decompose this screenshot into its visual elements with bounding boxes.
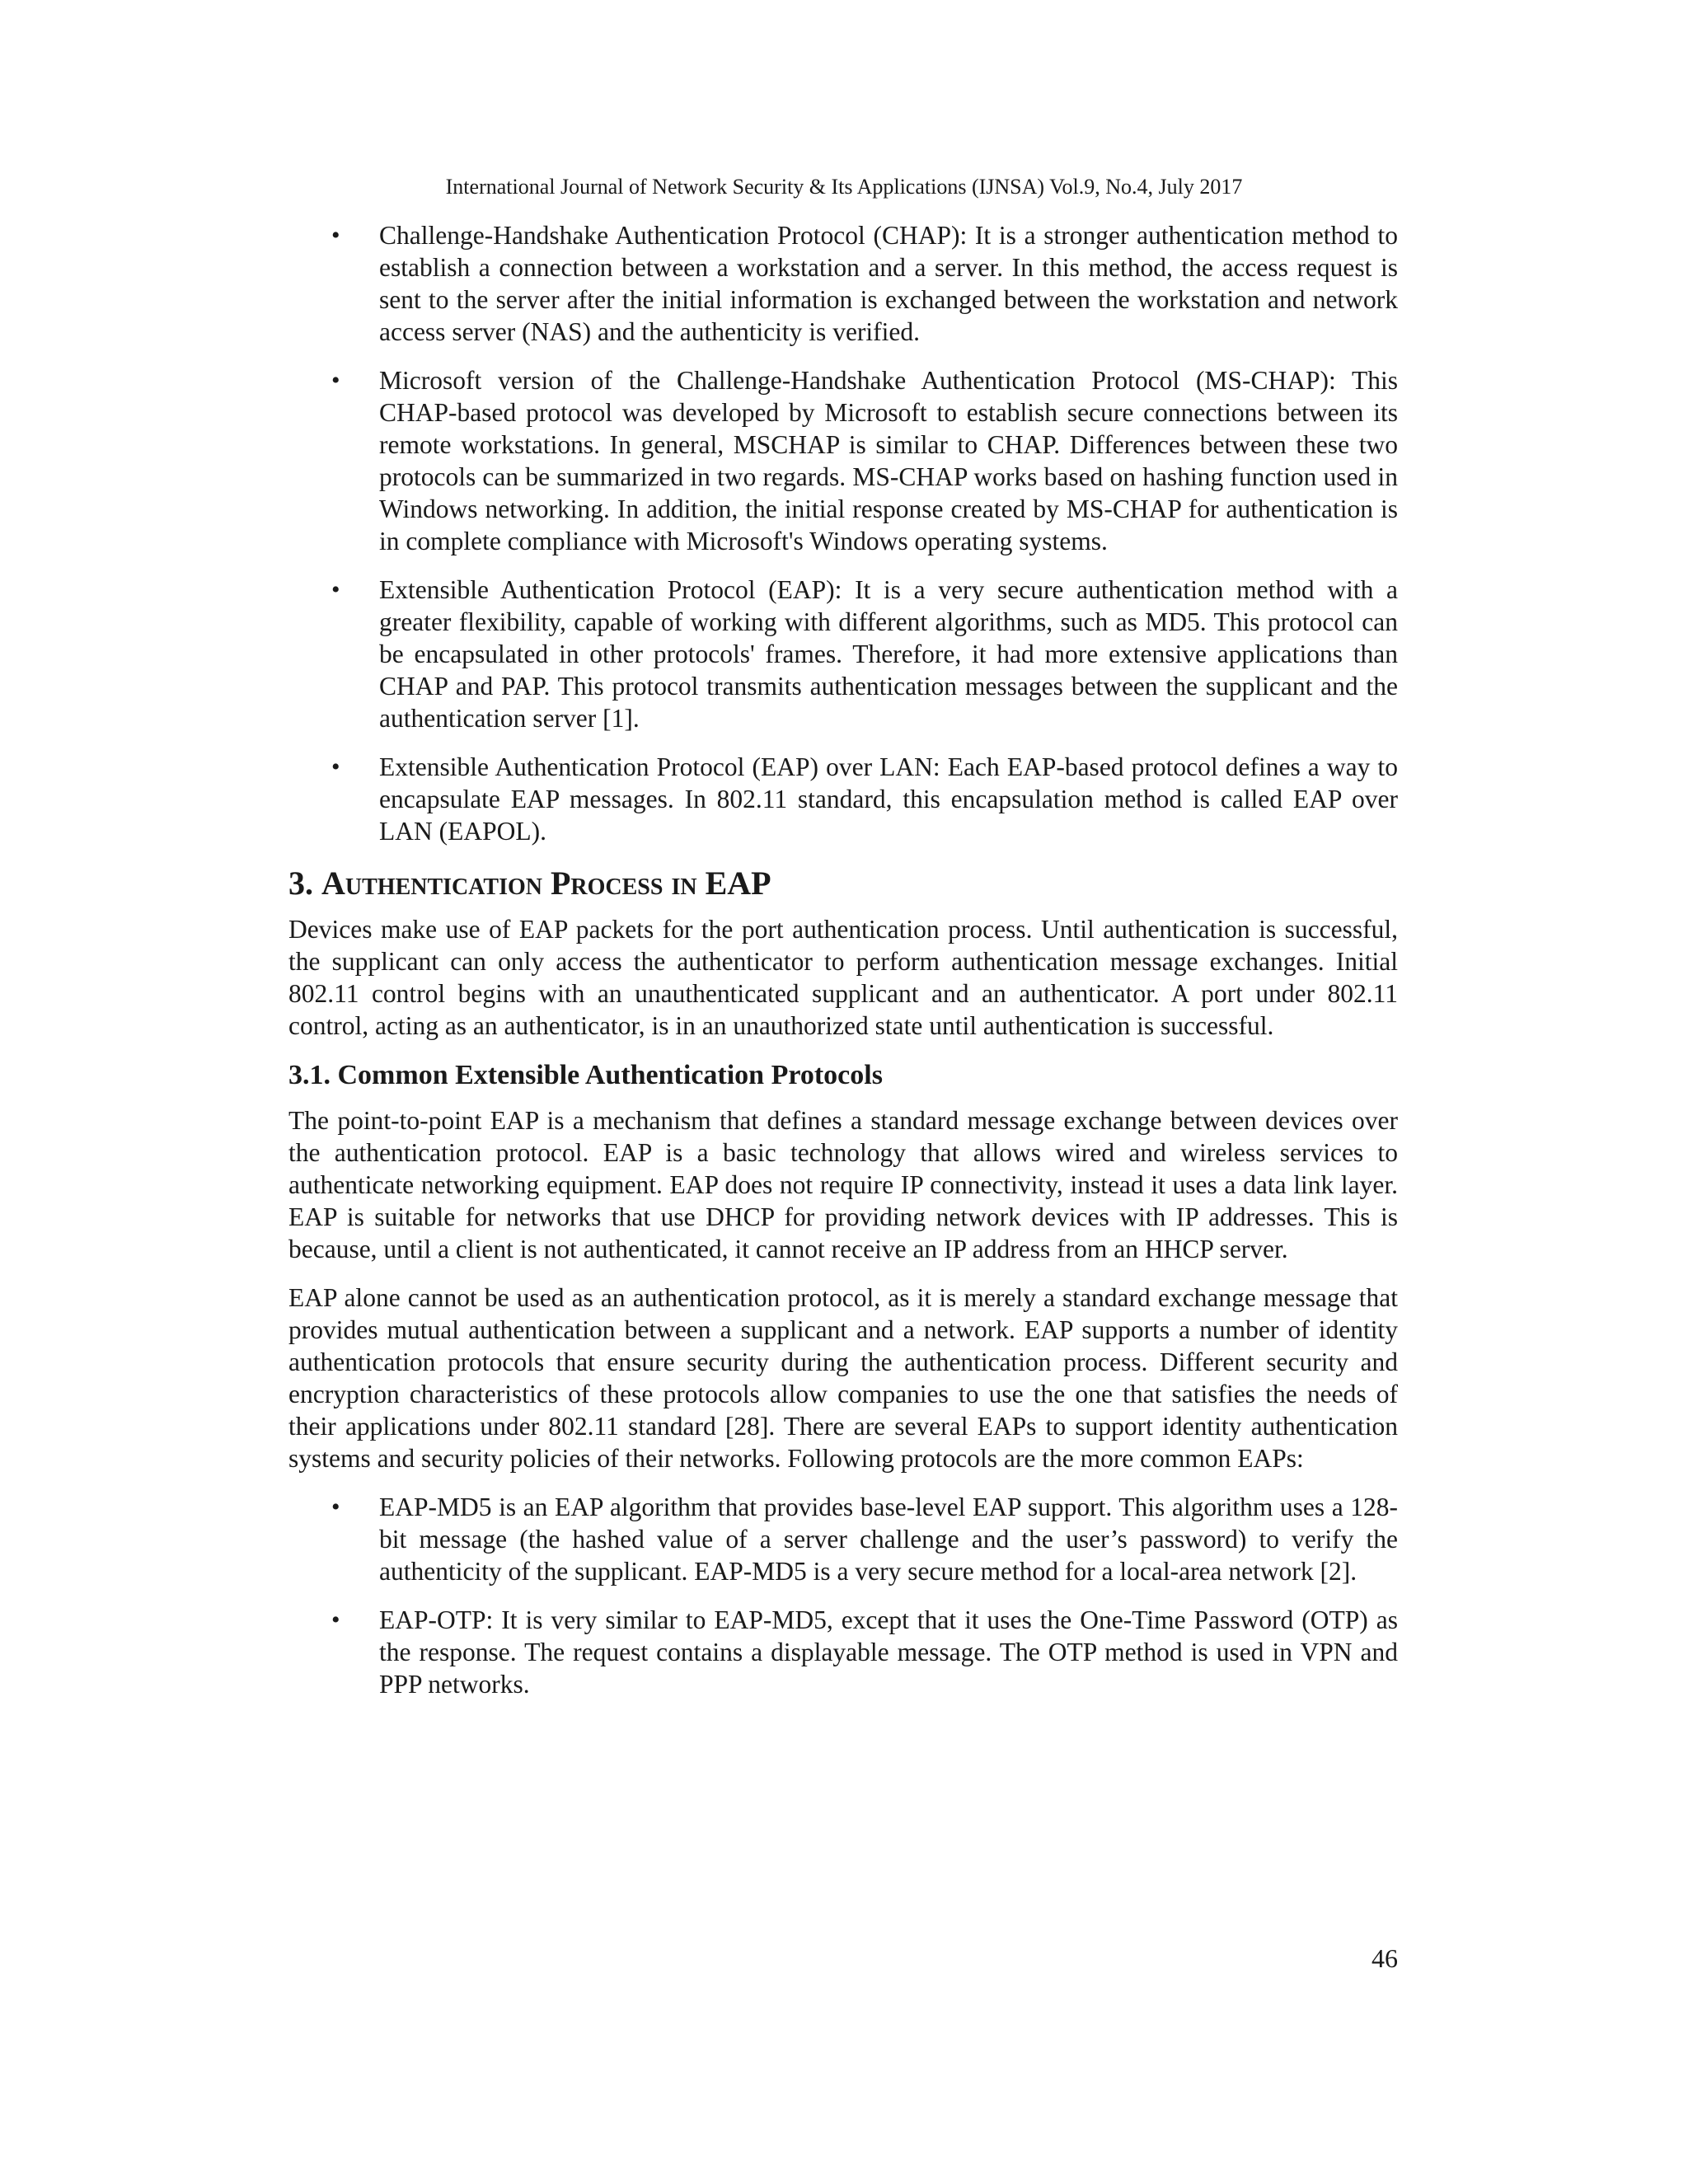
list-item <box>288 574 1398 734</box>
section-title-word: EAP <box>705 865 771 902</box>
list-item <box>288 364 1398 557</box>
list-item <box>288 1491 1398 1587</box>
bullet-icon: • <box>331 367 340 394</box>
list-item <box>288 751 1398 847</box>
page-number: 46 <box>1372 1943 1398 1973</box>
list-item-text: Extensible Authentication Protocol (EAP) over LAN: Each EAP-based protocol defines a way to encapsulate EAP messages. In 802.11 standard, this encapsulation method is called EAP over LAN (EAPOL). <box>379 752 1398 846</box>
bullet-icon: • <box>331 576 340 603</box>
list-item-text: EAP-OTP: It is very similar to EAP-MD5, except that it uses the One-Time Password (OTP) as the response. The request contains a displayable message. The OTP method is used in VPN and PPP networks. <box>379 1605 1398 1699</box>
list-item-text: EAP-MD5 is an EAP algorithm that provides base-level EAP support. This algorithm uses a 128-bit message (the hashed value of a server challenge and the user’s password) to verify the authenticity of the supplicant. EAP-MD5 is a very secure method for a local-area network [2]. <box>379 1493 1398 1586</box>
bullet-icon: • <box>331 1493 340 1521</box>
eap-bullet-list <box>288 1491 1398 1700</box>
bullet-icon: • <box>331 753 340 780</box>
protocol-bullet-list <box>288 219 1398 847</box>
subsection-paragraph: EAP alone cannot be used as an authentication protocol, as it is merely a standard exchange message that provides mutual authentication between a supplicant and a network. EAP supports a number of identity authentication protocols that ensure security during the authentication process. Different security and encryption characteristics of these protocols allow companies to use the one that satisfies the needs of their applications under 802.11 standard [28]. There are several EAPs to support identity authentication systems and security policies of their networks. Following protocols are the more common EAPs: <box>288 1283 1398 1473</box>
list-item <box>288 219 1398 348</box>
list-item <box>288 1604 1398 1700</box>
section-title-word: Process <box>550 865 663 902</box>
running-header: International Journal of Network Security & Its Applications (IJNSA) Vol.9, No.4, July 2017 <box>445 175 1243 199</box>
subsection-heading: 3.1. Common Extensible Authentication Protocols <box>288 1060 883 1090</box>
subsection-paragraph: The point-to-point EAP is a mechanism that defines a standard message exchange between devices over the authentication protocol. EAP is a basic technology that allows wired and wireless services to authenticate networking equipment. EAP does not require IP connectivity, instead it uses a data link layer. EAP is suitable for networks that use DHCP for providing network devices with IP addresses. This is because, until a client is not authenticated, it cannot receive an IP address from an HHCP server. <box>288 1106 1398 1263</box>
list-item-text: Challenge-Handshake Authentication Protocol (CHAP): It is a stronger authentication method to establish a connection between a workstation and a server. In this method, the access request is sent to the server after the initial information is exchanged between the workstation and network access server (NAS) and the authenticity is verified. <box>379 221 1398 346</box>
bullet-icon: • <box>331 222 340 249</box>
section-paragraph: Devices make use of EAP packets for the port authentication process. Until authentication is successful, the supplicant can only access the authenticator to perform authentication message exchanges. Initial 802.11 control begins with an unauthenticated supplicant and an authenticator. A port under 802.11 control, acting as an authenticator, is in an unauthorized state until authentication is successful. <box>288 915 1398 1040</box>
bullet-icon: • <box>331 1606 340 1633</box>
section-heading <box>288 864 1398 903</box>
section-number: 3. <box>288 865 313 902</box>
section-title-word: Authentication <box>321 865 542 902</box>
list-item-text: Extensible Authentication Protocol (EAP): It is a very secure authentication method with a greater flexibility, capable of working with different algorithms, such as MD5. This protocol can be encapsulated in other protocols' frames. Therefore, it had more extensive applications than CHAP and PAP. This protocol transmits authentication messages between the supplicant and the authentication server [1]. <box>379 575 1398 733</box>
section-title-word: in <box>671 865 697 902</box>
list-item-text: Microsoft version of the Challenge-Handshake Authentication Protocol (MS-CHAP): This CHAP-based protocol was developed by Microsoft to establish secure connections between its remote workstations. In general, MSCHAP is similar to CHAP. Differences between these two protocols can be summarized in two regards. MS-CHAP works based on hashing function used in Windows networking. In addition, the initial response created by MS-CHAP for authentication is in complete compliance with Microsoft's Windows operating systems. <box>379 366 1398 555</box>
article-content <box>288 219 1398 1717</box>
